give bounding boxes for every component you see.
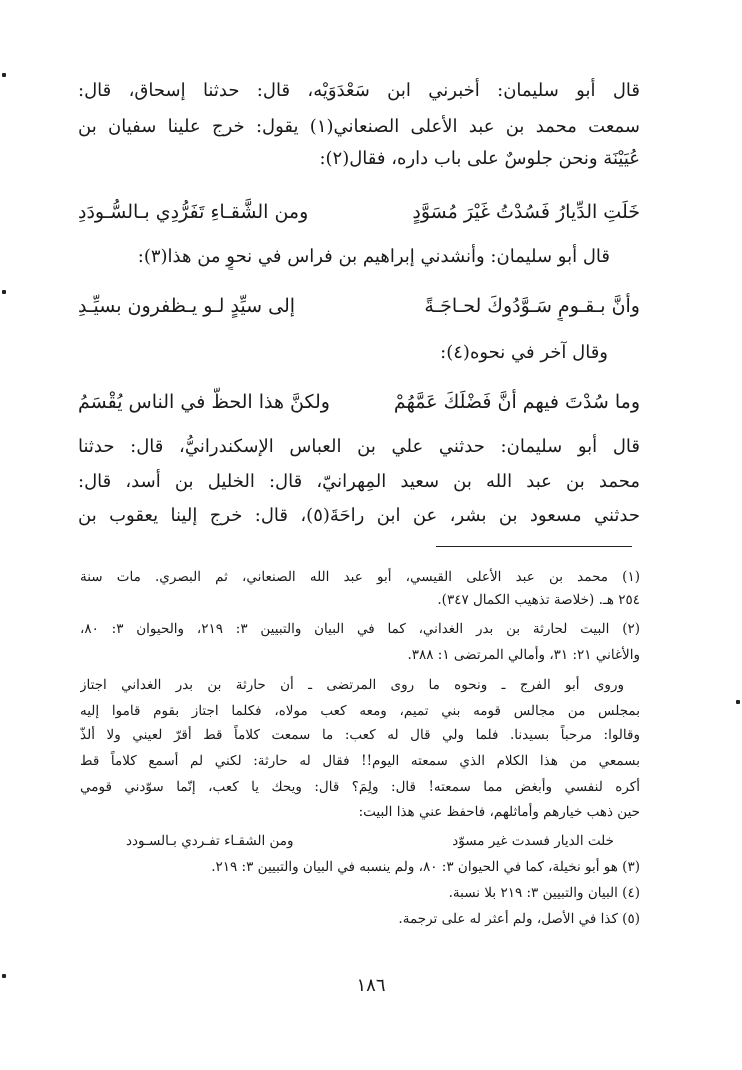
- main-text-line: وقال آخر في نحوه(٤):: [440, 342, 608, 363]
- scan-mark: [2, 290, 6, 294]
- scan-mark: [2, 974, 6, 978]
- verse-first-hemistich: خلت الديار فسدت غير مسوّد: [452, 833, 614, 849]
- verse-first-hemistich: وأنَّ بـقـومٍ سَـوَّدُوكَ لحـاجَـةً: [424, 295, 640, 317]
- scan-mark: [2, 73, 6, 77]
- verse-second-hemistich: إلى سيِّدٍ لـو يـظفرون بسيِّـدِ: [78, 295, 296, 317]
- page-number: ١٨٦: [356, 975, 386, 996]
- verse-first-hemistich: خَلَتِ الدِّيارُ فَسُدْتُ غَيْرَ مُسَوَّدٍ: [412, 201, 640, 223]
- main-text-line: عُيَيْنَة ونحن جلوسٌ على باب داره، فقال(٢):: [319, 148, 640, 169]
- verse-second-hemistich: ومن الشقـاء تفـردي بـالسـودد: [126, 833, 294, 849]
- verse-line: [78, 197, 640, 227]
- verse-second-hemistich: ومن الشَّقـاءِ تَفَرُّدِي بـالسُّـودَدِ: [78, 201, 309, 223]
- footnote-line: حين ذهب خيارهم وأماثلهم، فاحفظ عني هذا البيت:: [358, 804, 640, 820]
- footnote-line: (٤) البيان والتبيين ٣: ٢١٩ بلا نسبة.: [448, 885, 640, 901]
- footnote-line: بمجلس من مجالس قومه بني تميم، ومعه كعب مولاه، فكلما اجتاز بقوم قاموا إليه: [80, 703, 640, 719]
- footnote-line: بسمعي من هذا الكلام الذي سمعته اليوم!! فقال له حارثة: لكني لم أسمع كلاماً قط: [80, 753, 640, 769]
- main-text-line: حدثني مسعود بن بشر، عن ابن راحَةَ(٥)، قال: خرج إلينا يعقوب بن: [78, 505, 640, 526]
- footnote-line: ٢٥٤ هـ. (خلاصة تذهيب الكمال ٣٤٧).: [437, 592, 640, 608]
- verse-line: [78, 387, 640, 417]
- footnote-line: (١) محمد بن عبد الأعلى القيسي، أبو عبد الله الصنعاني، ثم البصري. مات سنة: [80, 569, 640, 585]
- main-text-line: سمعت محمد بن عبد الأعلى الصنعاني(١) يقول: خرج علينا سفيان بن: [78, 116, 640, 137]
- footnote-line: (٣) هو أبو نخيلة، كما في الحيوان ٣: ٨٠، ولم ينسبه في البيان والتبيين ٣: ٢١٩.: [211, 859, 640, 875]
- footnote-separator: [436, 546, 632, 547]
- verse-first-hemistich: وما سُدْتَ فيهم أنَّ فَضْلَكَ عَمَّهُمْ: [393, 391, 640, 413]
- main-text-line: قال أبو سليمان: أخبرني ابن سَعْدَوَيْه، قال: حدثنا إسحاق، قال:: [78, 80, 640, 101]
- footnote-line: وروى أبو الفرج ـ ونحوه ما روى المرتضى ـ أن حارثة بن بدر الغداني اجتاز: [80, 677, 624, 693]
- footnote-line: (٢) البيت لحارثة بن بدر الغداني، كما في البيان والتبيين ٣: ٢١٩، والحيوان ٣: ٨٠،: [80, 621, 640, 637]
- verse-line: [78, 291, 640, 321]
- footnote-line: وقالوا: مرحباً بسيدنا. فلما ولي قال له كعب: ما سمعت كلاماً قط أقرّ لعيني ولا ألذّ: [80, 727, 640, 743]
- footnote-verse-line: [126, 830, 614, 852]
- main-text-line: محمد بن عبد الله بن سعيد المِهرانيّ، قال: الخليل بن أسد، قال:: [78, 471, 640, 492]
- footnote-line: (٥) كذا في الأصل، ولم أعثر له على ترجمة.: [398, 911, 640, 927]
- footnote-line: أكره لنفسي وأبغض مما سمعته! قال: ولِمَ؟ قال: ويحك يا كعب، إنّما سوّدني قومي: [80, 779, 640, 795]
- main-text-line: قال أبو سليمان: حدثني علي بن العباس الإسكندرانيُّ، قال: حدثنا: [78, 436, 640, 457]
- footnote-line: والأغاني ٢١: ٣١، وأمالي المرتضى ١: ٣٨٨.: [407, 647, 640, 663]
- main-text-line: قال أبو سليمان: وأنشدني إبراهيم بن فراس في نحوٍ من هذا(٣):: [137, 246, 610, 267]
- scan-mark: [736, 700, 740, 704]
- verse-second-hemistich: ولكنَّ هذا الحظَّ في الناس يُقْسَمُ: [78, 391, 330, 413]
